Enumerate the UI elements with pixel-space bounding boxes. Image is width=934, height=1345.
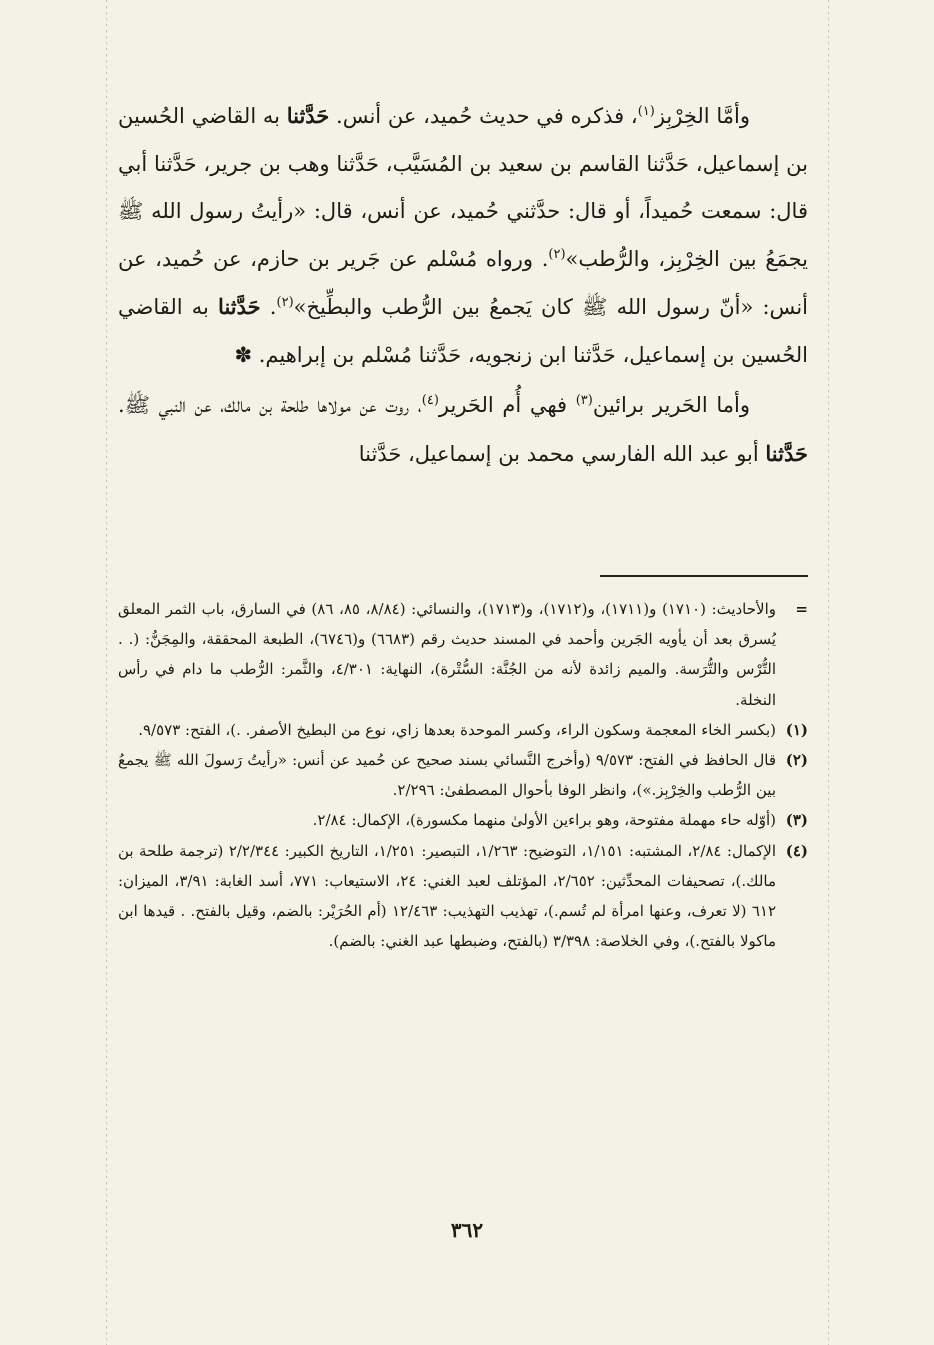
- main-text: [118, 92, 808, 478]
- footnote-text: (بكسر الخاء المعجمة وسكون الراء، وكسر الموحدة بعدها زاي، نوع من البطيخ الأصفر. .)، الفتح: ٩/٥٧٣.: [138, 720, 776, 739]
- hadith-keyword: حَدَّثنا: [218, 294, 261, 319]
- footnote-item: [118, 805, 808, 835]
- text-run: وأما الحَرير برائين: [592, 393, 750, 417]
- text-run: به القاضي الحُسين بن إسماعيل، حَدَّثنا القاسم بن سعيد بن المُسَيَّب، حَدَّثنا وهب بن جرير، حَدَّثنا أبي قال: سمعت حُميداً، أو قال: حدَّثني حُميد، عن أنس، قال: «رأيتُ رسول الله ﷺ يجمَعُ بين الخِرْبِز، والرُّطب»: [118, 104, 808, 271]
- footnote-ref: (٢): [548, 246, 566, 262]
- footnote-ref: (١): [637, 104, 655, 119]
- footnote-text: الإكمال: ٢/٨٤، المشتبه: ١/١٥١، التوضيح: ١/٢٦٣، التبصير: ١/٢٥١، التاريخ الكبير: ٢/٢/٣٤٤ (ترجمة طلحة بن مالك.)، تصحيفات المحدِّثين: ٢/٦٥٢، المؤتلف لعبد الغني: ٢٤، الاستيعاب: ٧٧١، أسد الغابة: ٣/٩١، الميزان: ٦١٢ (لا تعرف، وعنها امرأة لم تُسم.)، تهذيب التهذيب: ١٢/٤٦٣ (أم الحُرَيْر: بالضم، وقيل بالفتح. . قيدها ابن ماكولا بالفتح.)، وفي الخلاصة: ٣/٣٩٨ (بالفتح، وضبطها عبد الغني: بالضم).: [118, 841, 776, 951]
- footnote-ref: (٢): [276, 295, 294, 310]
- footnotes: [118, 594, 808, 956]
- text-run: ، روت عن مولاها طلحة بن مالك، عن النبي ﷺ.: [118, 393, 422, 417]
- footnote-number: (٣): [785, 811, 808, 830]
- footnote-number: (١): [785, 720, 808, 739]
- footnote-text: (أوّله حاء مهملة مفتوحة، وهو براءين الأولىٰ منهما مكسورة)، الإكمال: ٢/٨٤.: [312, 811, 776, 830]
- text-run: .: [260, 295, 277, 319]
- footnote-ref: (٣): [575, 393, 593, 408]
- footnote-item: [118, 836, 808, 957]
- footnote-item: [118, 594, 808, 715]
- hadith-keyword: حَدَّثنا: [765, 440, 808, 466]
- footnote-separator: [600, 575, 808, 577]
- footnote-number: (٤): [785, 841, 808, 860]
- text-run: فهي أُم الحَرير: [438, 393, 576, 417]
- footnote-number: =: [795, 600, 808, 618]
- footnote-text: والأحاديث: (١٧١٠) و(١٧١١)، و(١٧١٢)، و(١٧١٣)، والنسائي: (٨/٨٤، ٨٥، ٨٦) في السارق، باب الثمر المعلق يُسرق بعد أن يأويه الجَرين وأحمد في المسند حديث رقم (٦٦٨٣) و(٦٧٤٦)، الطبعة المحققة، والمِجَنُّ: (. . التُّرْس والتُّرَسة. والميم زائدة لأنه من الجُنَّة: السُّتْرة)، النهاية: ٤/٣٠١، والثَّمر: الرُّطب ما دام في رأس النخلة.: [118, 600, 776, 709]
- footnote-item: [118, 715, 808, 745]
- body-paragraph: [118, 92, 808, 379]
- text-run: أبو عبد الله الفارسي محمد بن إسماعيل، حَدَّثنا: [358, 441, 766, 466]
- footnote-item: [118, 745, 808, 805]
- text-run: به القاضي الحُسين بن إسماعيل، حَدَّثنا ابن زنجويه، حَدَّثنا مُسْلم بن إبراهيم. ✽: [118, 295, 808, 367]
- text-run: ، فذكره في حديث حُميد، عن أنس.: [329, 104, 638, 128]
- footnote-ref: (٤): [421, 393, 439, 408]
- text-run: وأمَّا الخِرْبِز: [654, 104, 750, 128]
- page-margin-line: [106, 0, 107, 1345]
- body-paragraph: [118, 382, 808, 478]
- footnote-text: قال الحافظ في الفتح: ٩/٥٧٣ (وأخرج النَّسائي بسند صحيح عن حُميد عن أنس: «رأيتُ رَسولَ الله ﷺ يجمعُ بين الرُّطب والخِرْبِز.»)، وانظر الوفا بأحوال المصطفىٰ: ٢/٢٩٦.: [118, 751, 776, 800]
- footnote-number: (٢): [785, 751, 808, 770]
- page-number: ٣٦٢: [450, 1218, 484, 1242]
- hadith-keyword: حَدَّثنا: [286, 103, 330, 128]
- page-margin-line: [828, 0, 829, 1345]
- text-run: . ورواه مُسْلم عن جَرير بن حازم، عن حُميد، عن أنس: «أنّ رسول الله ﷺ كان يَجمعُ بين الرُّطب والبطِّيخ»: [118, 246, 809, 319]
